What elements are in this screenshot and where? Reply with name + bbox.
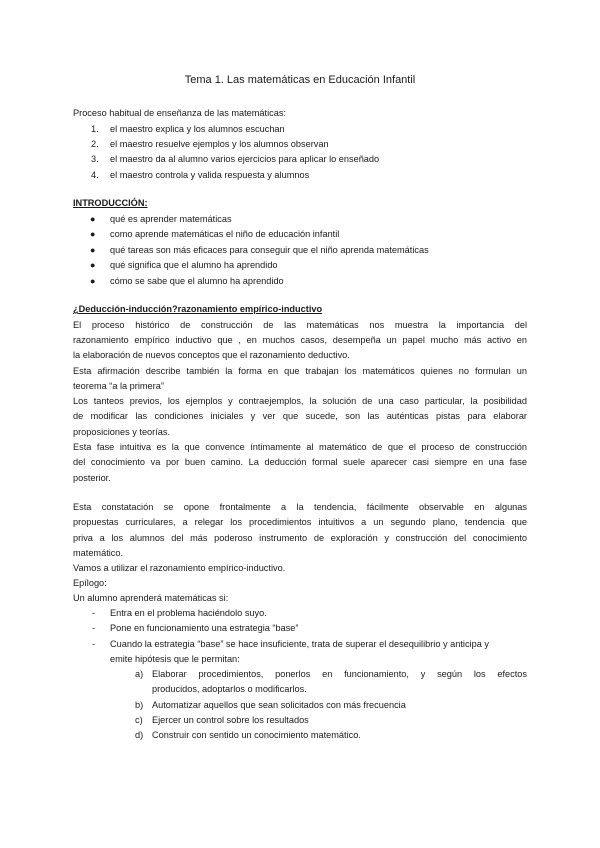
letter-item: Automatizar aquellos que sean solicitados con más frecuencia [152, 700, 406, 710]
paragraph-line: El proceso histórico de construcción de las matemáticas nos muestra la importancia del [73, 320, 527, 330]
paragraph-line: del conocimiento va por buen camino. La deducción formal suele aparecer casi siempre en una fase [73, 457, 527, 467]
intro-heading: INTRODUCCIÓN: [73, 198, 148, 208]
proceso-item-text: el maestro explica y los alumnos escuchan [110, 124, 285, 134]
paragraph-line: posterior. [73, 473, 111, 483]
paragraph-line: matemático. [73, 548, 124, 558]
paragraph-line: Un alumno aprenderá matemáticas si: [73, 593, 229, 603]
paragraph-line: teorema “a la primera” [73, 381, 164, 391]
paragraph-line: Esta constatación se opone frontalmente a la tendencia, fácilmente observable en algunas [73, 502, 527, 512]
proceso-item-text: el maestro controla y valida respuesta y alumnos [110, 170, 310, 180]
dash-item-continuation: emite hipótesis que le permitan: [110, 654, 240, 664]
paragraph-line: Esta fase intuitiva es la que convence íntimamente al matemático de que el proceso de construcción [73, 442, 527, 452]
paragraph-line: propuestas curriculares, a relegar los procedimientos intuitivos a un segundo plano, tendencia que [73, 517, 527, 527]
bullet-icon: ● [90, 245, 96, 255]
proceso-item-number: 4. [91, 170, 99, 180]
bullet-icon: ● [90, 260, 96, 270]
letter-marker: b) [135, 700, 144, 710]
proceso-item-text: el maestro resuelve ejemplos y los alumnos observan [110, 139, 329, 149]
paragraph-line: Esta afirmación describe también la forma en que trabajan los matemáticos quienes no formulan un [73, 366, 527, 376]
letter-marker: a) [135, 669, 144, 679]
letter-marker: c) [135, 715, 143, 725]
page-title: Tema 1. Las matemáticas en Educación Infantil [184, 74, 416, 86]
letter-item: Elaborar procedimientos, ponerlos en funcionamiento, y según los efectos [152, 669, 527, 679]
paragraph-line: priva a los alumnos del más poderoso instrumento de exploración y construcción del conocimiento [73, 533, 527, 543]
intro-item: qué significa que el alumno ha aprendido [110, 260, 278, 270]
dash-marker: - [92, 623, 96, 633]
paragraph-line: la elaboración de nuevos conceptos que el razonamiento deductivo. [73, 350, 350, 360]
intro-item: cómo se sabe que el alumno ha aprendido [110, 276, 284, 286]
bullet-icon: ● [90, 229, 96, 239]
dash-item: Entra en el problema haciéndolo suyo. [110, 608, 267, 618]
proceso-item-number: 2. [91, 139, 99, 149]
deduccion-heading: ¿Deducción-inducción?razonamiento empírico-inductivo [73, 304, 323, 314]
proceso-item-text: el maestro da al alumno varios ejercicios para aplicar lo enseñado [110, 154, 380, 164]
intro-item: qué tareas son más eficaces para conseguir que el niño aprenda matemáticas [110, 245, 429, 255]
proceso-item-number: 1. [91, 124, 99, 134]
paragraph-line: Los tanteos previos, los ejemplos y contraejemplos, la solución de una caso particular, la posibilidad [73, 396, 527, 406]
paragraph-line: proposiciones y teorías. [73, 427, 171, 437]
paragraph-line: razonamiento empírico inductivo que , en muchos casos, desempeña un papel mucho más activo en [73, 335, 527, 345]
letter-item: Construir con sentido un conocimiento matemático. [152, 730, 361, 740]
bullet-icon: ● [90, 276, 96, 286]
paragraph-line: Vamos a utilizar el razonamiento empírico-inductivo. [73, 563, 286, 573]
dash-marker: - [92, 608, 96, 618]
intro-item: qué es aprender matemáticas [110, 214, 232, 224]
epilogo-heading: Epílogo: [73, 578, 107, 588]
dash-marker: - [92, 639, 96, 649]
bullet-icon: ● [90, 214, 96, 224]
letter-item: Ejercer un control sobre los resultados [152, 715, 309, 725]
dash-item: Cuando la estrategia “base” se hace insuficiente, trata de superar el desequilibrio y anticipa y [110, 639, 489, 649]
intro-item: como aprende matemáticas el niño de educación infantil [110, 229, 340, 239]
dash-item: Pone en funcionamiento una estrategia “base” [110, 623, 299, 633]
letter-item-continuation: producidos, adoptarlos o modificarlos. [152, 684, 307, 694]
proceso-heading: Proceso habitual de enseñanza de las matemáticas: [73, 108, 286, 118]
proceso-item-number: 3. [91, 154, 99, 164]
letter-marker: d) [135, 730, 144, 740]
paragraph-line: de modificar las condiciones iniciales y ver que sucede, son las auténticas pistas para elaborar [73, 411, 527, 421]
